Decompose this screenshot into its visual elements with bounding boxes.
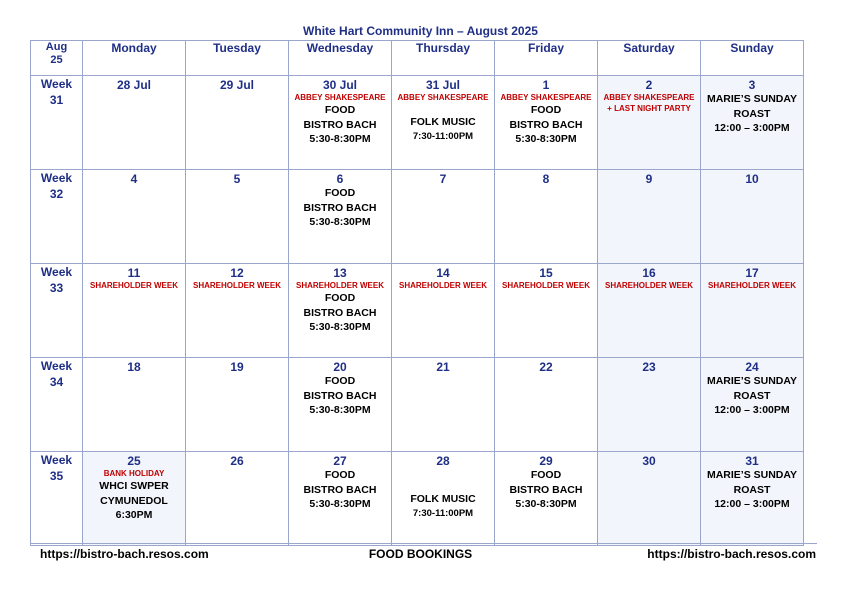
event-line: FOOD (530, 469, 562, 481)
day-cell (392, 452, 495, 546)
day-cell (701, 170, 804, 264)
event-highlight: SHAREHOLDER WEEK (604, 281, 693, 290)
event-line: 12:00 – 3:00PM (714, 122, 790, 134)
event-line: FOOD (324, 292, 356, 304)
week-row (31, 452, 804, 546)
week-label (31, 170, 83, 264)
day-cell (83, 452, 186, 546)
footer-link-right[interactable]: https://bistro-bach.resos.com (647, 547, 816, 561)
header-row (31, 41, 804, 76)
footer-link-left[interactable]: https://bistro-bach.resos.com (40, 547, 209, 561)
day-date: 5 (233, 172, 241, 186)
event-line: 5:30-8:30PM (515, 498, 577, 510)
event-line: 12:00 – 3:00PM (714, 404, 790, 416)
day-date: 4 (130, 172, 138, 186)
day-cell (392, 76, 495, 170)
day-cell (186, 264, 289, 358)
week-label (31, 76, 83, 170)
event-line: BISTRO BACH (303, 483, 377, 496)
event-highlight: ABBEY SHAKESPEARE (294, 93, 386, 102)
event-line: 5:30-8:30PM (309, 216, 371, 228)
day-cell (83, 76, 186, 170)
day-date: 8 (542, 172, 550, 186)
day-cell (83, 170, 186, 264)
event-highlight: + LAST NIGHT PARTY (607, 104, 691, 113)
event-line: FOOD (324, 375, 356, 387)
week-row (31, 358, 804, 452)
event-line: FOOD (324, 469, 356, 481)
day-date: 29 (539, 454, 553, 468)
day-cell (495, 76, 598, 170)
corner-month: Aug (45, 41, 68, 53)
corner-year: 25 (50, 54, 63, 66)
event-line: FOOD (530, 104, 562, 116)
day-date: 3 (748, 78, 756, 92)
day-date: 6 (336, 172, 344, 186)
day-cell (186, 76, 289, 170)
event-line: MARIE’S SUNDAY (706, 469, 798, 481)
day-cell (392, 170, 495, 264)
event-line: WHCI SWPER (99, 480, 169, 492)
week-label (31, 264, 83, 358)
day-header-wednesday: Wednesday (289, 41, 392, 76)
day-date: 30 (642, 454, 656, 468)
event-line: ROAST (733, 483, 771, 496)
event-highlight: ABBEY SHAKESPEARE (603, 93, 695, 102)
day-cell (701, 264, 804, 358)
event-highlight: SHAREHOLDER WEEK (295, 281, 384, 290)
event-line: ROAST (733, 389, 771, 402)
day-date: 28 (436, 454, 450, 468)
week-label-word: Week (40, 77, 73, 91)
event-highlight: SHAREHOLDER WEEK (192, 281, 281, 290)
day-date: 10 (745, 172, 759, 186)
day-cell (598, 358, 701, 452)
day-cell (392, 358, 495, 452)
event-highlight: SHAREHOLDER WEEK (398, 281, 487, 290)
week-label-word: Week (40, 265, 73, 279)
event-line: 12:00 – 3:00PM (714, 498, 790, 510)
day-date: 20 (333, 360, 347, 374)
calendar-title: White Hart Community Inn – August 2025 (303, 24, 538, 38)
day-cell (289, 264, 392, 358)
day-date: 28 Jul (116, 78, 152, 92)
day-cell (495, 358, 598, 452)
day-cell (83, 264, 186, 358)
day-cell (289, 76, 392, 170)
event-line: BISTRO BACH (509, 118, 583, 131)
event-line: BISTRO BACH (303, 306, 377, 319)
event-line: 5:30-8:30PM (309, 498, 371, 510)
day-date: 29 Jul (219, 78, 255, 92)
day-date: 18 (127, 360, 141, 374)
event-line: 7:30-11:00PM (412, 130, 474, 142)
event-highlight: SHAREHOLDER WEEK (707, 281, 796, 290)
day-cell (598, 76, 701, 170)
event-line: MARIE’S SUNDAY (706, 375, 798, 387)
day-date: 2 (645, 78, 653, 92)
day-cell (186, 452, 289, 546)
event-line: 5:30-8:30PM (309, 321, 371, 333)
day-date: 17 (745, 266, 759, 280)
event-highlight: BANK HOLIDAY (103, 469, 165, 478)
week-label-number: 35 (49, 469, 64, 483)
day-cell (701, 452, 804, 546)
day-date: 27 (333, 454, 347, 468)
week-label-word: Week (40, 453, 73, 467)
day-header-sunday: Sunday (701, 41, 804, 76)
event-line: FOLK MUSIC (410, 116, 476, 128)
event-line: MARIE’S SUNDAY (706, 93, 798, 105)
day-cell (598, 264, 701, 358)
calendar-table (30, 40, 804, 546)
day-date: 11 (127, 266, 141, 280)
event-line: BISTRO BACH (303, 389, 377, 402)
event-line: BISTRO BACH (509, 483, 583, 496)
day-date: 13 (333, 266, 347, 280)
event-line: 5:30-8:30PM (515, 133, 577, 145)
day-cell (495, 170, 598, 264)
event-line: 5:30-8:30PM (309, 404, 371, 416)
day-cell (289, 358, 392, 452)
week-label (31, 452, 83, 546)
event-line: FOOD (324, 187, 356, 199)
day-cell (392, 264, 495, 358)
day-date: 9 (645, 172, 653, 186)
day-cell (83, 358, 186, 452)
week-label-number: 34 (49, 375, 64, 389)
week-label-word: Week (40, 171, 73, 185)
event-highlight: ABBEY SHAKESPEARE (397, 93, 489, 102)
day-date: 22 (539, 360, 553, 374)
day-header-tuesday: Tuesday (186, 41, 289, 76)
event-highlight: SHAREHOLDER WEEK (501, 281, 590, 290)
week-label-number: 31 (49, 93, 64, 107)
event-highlight: ABBEY SHAKESPEARE (500, 93, 592, 102)
day-date: 26 (230, 454, 244, 468)
day-cell (701, 76, 804, 170)
day-cell (495, 264, 598, 358)
day-cell (598, 452, 701, 546)
day-cell (186, 170, 289, 264)
day-date: 25 (127, 454, 141, 468)
day-date: 31 Jul (425, 78, 461, 92)
day-date: 15 (539, 266, 553, 280)
day-date: 24 (745, 360, 759, 374)
event-line: ROAST (733, 107, 771, 120)
calendar-body (31, 76, 804, 546)
day-date: 30 Jul (322, 78, 358, 92)
day-date: 21 (436, 360, 450, 374)
week-label (31, 358, 83, 452)
day-cell (701, 358, 804, 452)
event-highlight: SHAREHOLDER WEEK (89, 281, 178, 290)
day-date: 7 (439, 172, 447, 186)
day-date: 14 (436, 266, 450, 280)
day-cell (289, 452, 392, 546)
day-cell (186, 358, 289, 452)
event-line: BISTRO BACH (303, 201, 377, 214)
day-date: 12 (230, 266, 244, 280)
day-date: 19 (230, 360, 244, 374)
event-line: 7:30-11:00PM (412, 507, 474, 519)
day-cell (495, 452, 598, 546)
footer-divider (30, 543, 817, 544)
day-cell (289, 170, 392, 264)
event-line: BISTRO BACH (303, 118, 377, 131)
day-header-saturday: Saturday (598, 41, 701, 76)
week-label-number: 32 (49, 187, 64, 201)
week-label-number: 33 (49, 281, 64, 295)
day-date: 16 (642, 266, 656, 280)
footer-title: FOOD BOOKINGS (368, 547, 473, 561)
event-line: FOLK MUSIC (410, 493, 476, 505)
week-row (31, 170, 804, 264)
day-date: 23 (642, 360, 656, 374)
event-line: FOOD (324, 104, 356, 116)
week-row (31, 76, 804, 170)
week-label-word: Week (40, 359, 73, 373)
day-header-monday: Monday (83, 41, 186, 76)
day-header-thursday: Thursday (392, 41, 495, 76)
month-corner (31, 41, 83, 76)
event-line: 6:30PM (115, 509, 153, 521)
day-date: 1 (542, 78, 550, 92)
day-cell (598, 170, 701, 264)
event-line: 5:30-8:30PM (309, 133, 371, 145)
week-row (31, 264, 804, 358)
event-line: CYMUNEDOL (100, 494, 168, 507)
day-date: 31 (745, 454, 759, 468)
day-header-friday: Friday (495, 41, 598, 76)
